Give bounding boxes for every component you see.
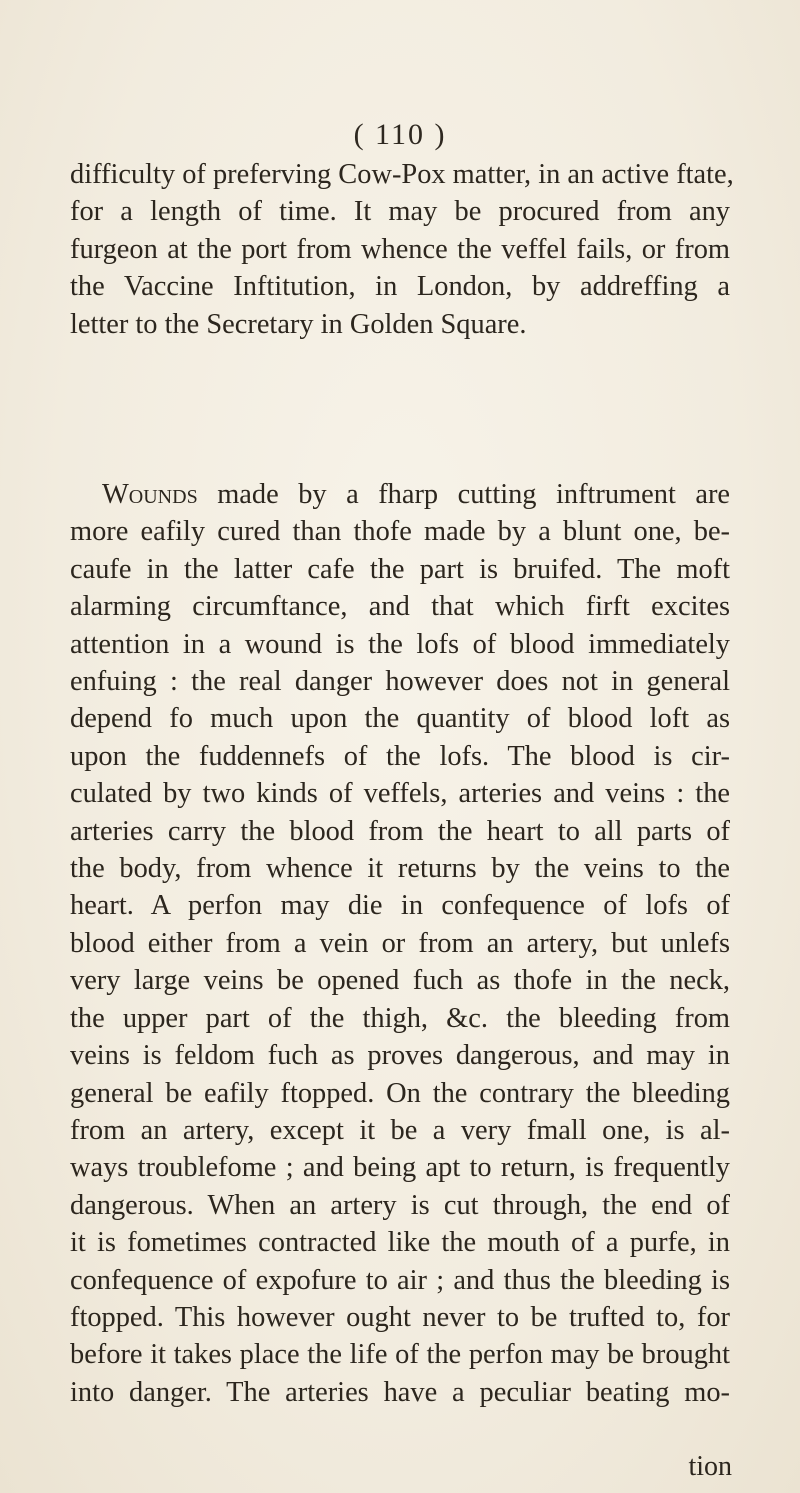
text-line: arteries carry the blood from the heart to all parts of — [70, 815, 730, 847]
text-line: attention in a wound is the lofs of blood immediately — [70, 628, 730, 660]
text-line: alarming circumftance, and that which firft excites — [70, 591, 730, 623]
text-line: caufe in the latter cafe the part is bruifed. The moft — [70, 553, 730, 585]
section-lead-word: Wounds — [102, 479, 198, 510]
text-line: blood either from a vein or from an artery, but unlefs — [70, 927, 730, 959]
text-line: it is fometimes contracted like the mouth of a purfe, in — [70, 1227, 730, 1259]
text-line: the body, from whence it returns by the veins to the — [70, 853, 730, 885]
text-line: letter to the Secretary in Golden Square. — [70, 308, 527, 340]
text-line: depend fo much upon the quantity of blood loft as — [70, 703, 730, 735]
text-line: confequence of expofure to air ; and thus the bleeding is — [70, 1264, 730, 1296]
text-line: very large veins be opened fuch as thofe in the neck, — [70, 965, 730, 997]
text-line: the upper part of the thigh, &c. the bleeding from — [70, 1002, 730, 1034]
paragraph-vaccine — [70, 156, 734, 343]
text-line: culated by two kinds of veffels, arteries and veins : the — [70, 778, 730, 810]
text-line: enfuing : the real danger however does not in general — [70, 666, 730, 698]
catchword: tion — [688, 1451, 732, 1482]
text-line: veins is feldom fuch as proves dangerous, and may in — [70, 1040, 730, 1072]
text-line-rest: made by a fharp cutting inftrument are — [197, 479, 730, 510]
text-line: the Vaccine Inftitution, in London, by addreffing a — [70, 271, 730, 303]
text-line: ways troublefome ; and being apt to return, is frequently — [70, 1152, 730, 1184]
text-line: into danger. The arteries have a peculiar beating mo- — [70, 1376, 730, 1408]
text-line: general be eafily ftopped. On the contrary the bleeding — [70, 1077, 730, 1109]
text-line: dangerous. When an artery is cut through, the end of — [70, 1189, 730, 1221]
text-line: furgeon at the port from whence the veffel fails, or from — [70, 233, 730, 265]
text-line: from an artery, except it be a very fmall one, is al- — [70, 1114, 730, 1146]
text-line-first — [70, 476, 730, 513]
text-line: heart. A perfon may die in confequence of lofs of — [70, 890, 730, 922]
text-line: ftopped. This however ought never to be trufted to, for — [70, 1301, 730, 1333]
text-line: difficulty of preferving Cow-Pox matter, in an active ftate, — [70, 159, 734, 190]
paragraph-wounds — [70, 476, 730, 1411]
page-number: ( 110 ) — [353, 118, 447, 151]
text-line: upon the fuddennefs of the lofs. The blood is cir- — [70, 740, 730, 772]
text-line: more eafily cured than thofe made by a blunt one, be- — [70, 516, 730, 548]
text-line: for a length of time. It may be procured from any — [70, 196, 730, 228]
text-line: before it takes place the life of the perfon may be brought — [70, 1339, 730, 1371]
